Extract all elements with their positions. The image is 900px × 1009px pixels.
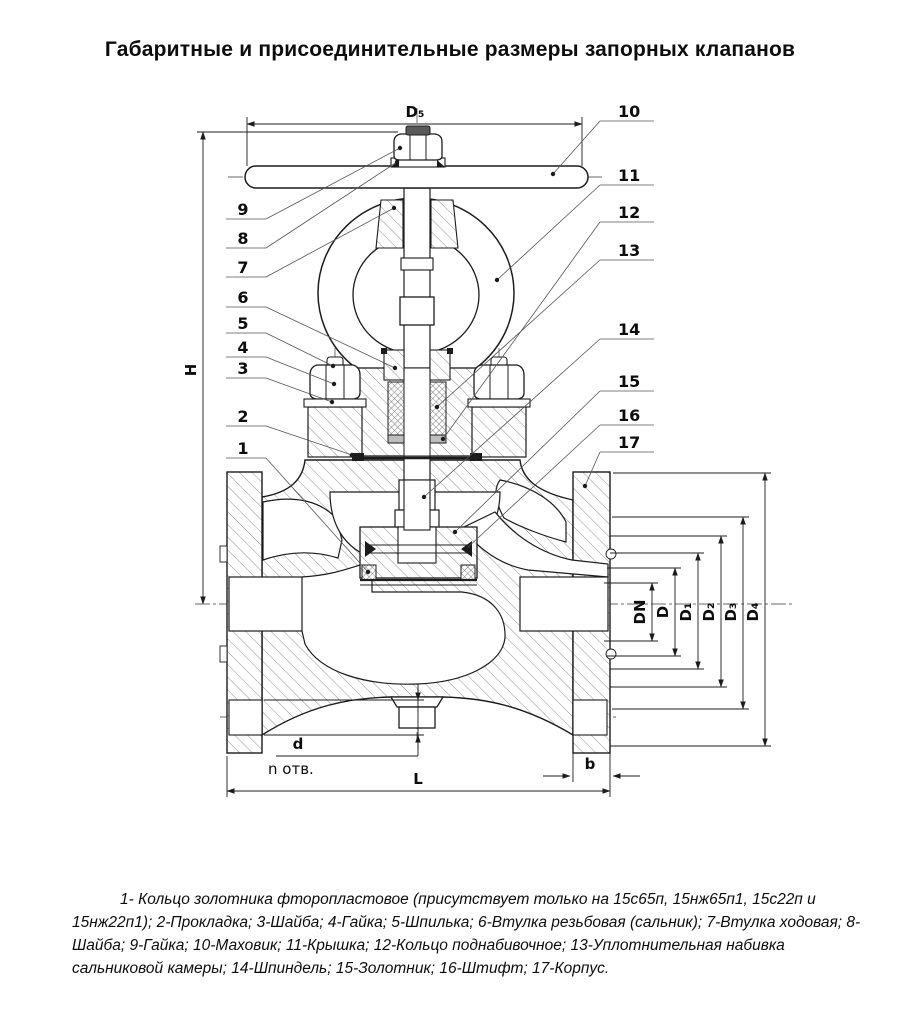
dim-D4: D₄	[744, 602, 762, 622]
callout-9: 9	[237, 200, 249, 219]
dim-DN: DN	[631, 599, 649, 625]
dim-D2: D₂	[700, 602, 718, 622]
hex-nut-right	[474, 365, 524, 399]
callout-3: 3	[237, 359, 249, 378]
right-bolt-hole	[573, 700, 607, 735]
dim-n-holes: n отв.	[268, 760, 314, 778]
callout-13: 13	[618, 241, 641, 260]
dim-L: L	[413, 770, 423, 788]
valve-section-drawing	[0, 80, 900, 850]
callout-5: 5	[237, 314, 249, 333]
bottom-boss	[391, 697, 443, 728]
page-title: Габаритные и присоединительные размеры запорных клапанов	[104, 38, 796, 61]
dim-D3: D₃	[722, 602, 740, 622]
right-port-bore	[520, 577, 608, 631]
bonnet-lug-right	[472, 407, 526, 457]
callout-17: 17	[618, 433, 641, 452]
handwheel	[245, 126, 588, 188]
callout-15: 15	[618, 372, 641, 391]
callout-8: 8	[237, 229, 249, 248]
callout-14: 14	[618, 320, 641, 339]
washer-right	[468, 399, 530, 407]
callout-2: 2	[237, 407, 249, 426]
dim-H: H	[182, 363, 200, 377]
dim-d: d	[292, 735, 304, 753]
callout-1: 1	[237, 439, 249, 458]
packing-left	[388, 382, 404, 435]
callout-10: 10	[618, 102, 641, 121]
stem-bushing-left	[376, 200, 403, 248]
hex-nut-left	[310, 365, 360, 399]
stem-bushing-right	[431, 200, 458, 248]
callout-4: 4	[237, 338, 249, 357]
callout-16: 16	[618, 406, 641, 425]
callout-7: 7	[237, 258, 249, 277]
stem-cap	[406, 126, 430, 135]
washer-left	[304, 399, 366, 407]
ptfe-seal-ring-right	[461, 565, 475, 580]
gland-bush-left	[384, 350, 404, 380]
parts-legend: 1- Кольцо золотника фторопластовое (присутствует только на 15с65п, 15нж65п1, 15с22п и 15нж22п1); 2-Прокладка; 3-Шайба; 4-Гайка; 5-Шпилька; 6-Втулка резьбовая (сальник); 7-Втулка ходовая; 8-Шайба; 9-Гайка; 10-Маховик; 11-Крышка; 12-Кольцо поднабивочное; 13-Уплотнительная набивка сальниковой камеры; 14-Шпиндель; 15-Золотник; 16-Штифт; 17-Корпус.	[72, 890, 861, 978]
dim-D: D	[654, 605, 672, 619]
dim-D1: D₁	[677, 602, 695, 622]
dim-D5: D₅	[405, 103, 425, 121]
left-port-bore	[229, 577, 303, 631]
stem-square-section	[400, 297, 434, 325]
left-bolt-hole	[229, 700, 262, 735]
callout-6: 6	[237, 288, 249, 307]
dim-b: b	[584, 755, 596, 773]
callout-11: 11	[618, 166, 641, 185]
gland-bush-right	[430, 350, 450, 380]
callout-12: 12	[618, 203, 641, 222]
under-packing-ring-left	[388, 435, 404, 443]
